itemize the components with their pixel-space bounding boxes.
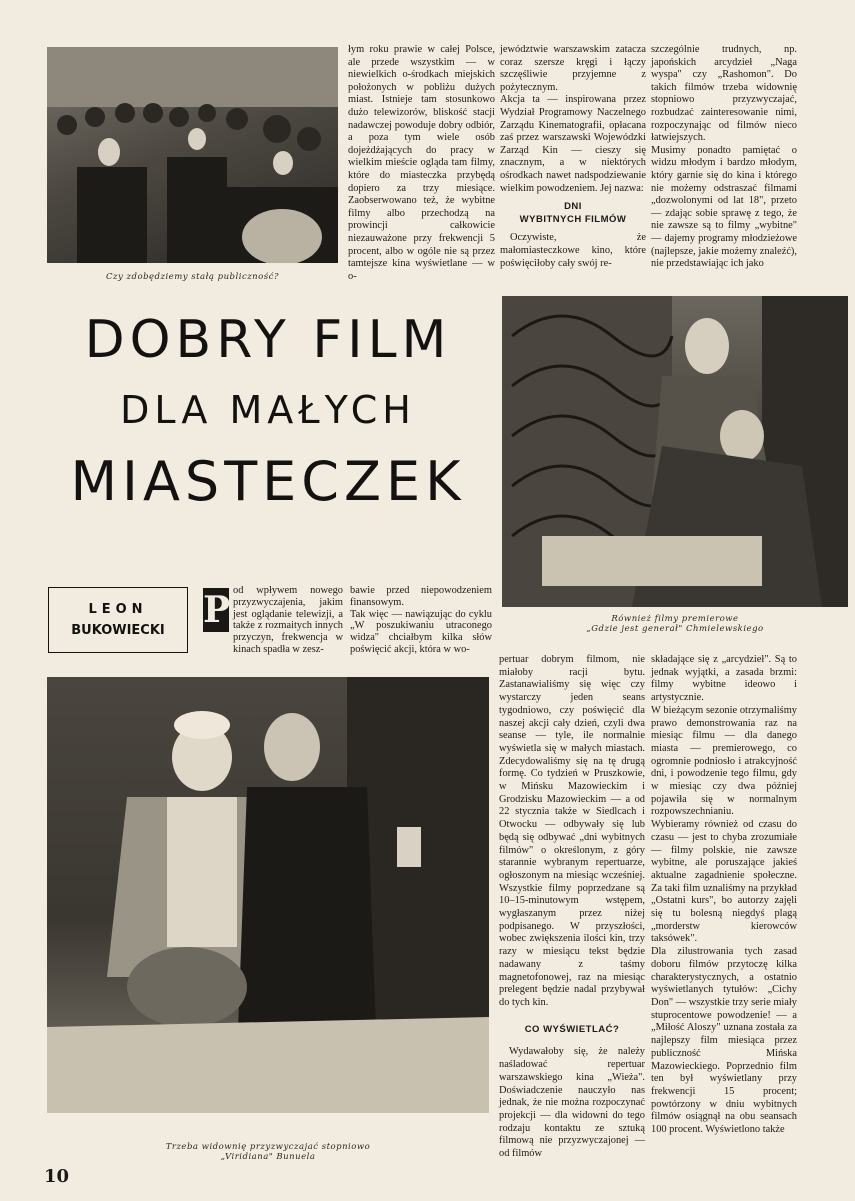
subheading-dni: DNI WYBITNYCH FILMÓW [519, 201, 627, 225]
subheading-co-wyswietlac: CO WYŚWIETLAĆ? [524, 1023, 620, 1035]
column-top-3 [651, 44, 797, 271]
column-intro-2-text: bawie przed niepowodzeniem finansowym. Tak więc — nawiązując do cyklu „W poszukiwaniu utraconego widza" chciałbym kilka słów poświęcić akcji, która w wo- [350, 585, 492, 655]
viridiana-caption: Trzeba widownię przyzwyczajać stopniowo „Viridiana" Bunuela [165, 1142, 371, 1162]
column-mid-1a-text: pertuar dobrym filmom, nie miałoby racji bytu. Zastanawialiśmy się więc czy wystarczy jeden seans tygodniowo, czy poświęcić dla naszej akcji cały dzień, czyli dwa seanse — tyle, ile normalnie wyświetla się w małych miastach. Zdecydowaliśmy się na tę drugą formę. Co tydzień w Pruszkowie, w Mińsku Mazowieckim i Grodzisku Mazowieckim — a od 22 stycznia także w Siedlcach i Otwocku — odbywały się lub będą się odbywać „dni wybitnych filmów" o określonym, z góry starannie wybranym repertuarze, ogłoszonym na miesiąc wcześniej. Wszystkie filmy poprzedzane są 10–15-minutowym wstępem, wygłaszanym przez niżej podpisanego. W przyszłości, wobec zwiększenia ilości kin, trzy razy w miesiącu tekst będzie nadawany z taśmy magnetofonowej, raz na miesiąc prelegent będzie nadal przybywał do tych kin. [499, 654, 645, 1008]
column-intro-1 [233, 585, 343, 656]
author-last-name: BUKOWIECKI [71, 623, 165, 638]
column-intro-2 [350, 585, 492, 656]
headline-line-3: MIASTECZEK [70, 450, 466, 513]
column-mid-1 [499, 654, 645, 1161]
audience-photo [47, 47, 338, 263]
column-mid-1b-text: Wydawałoby się, że należy naśladować repertuar warszawskiego kina „Wieża". Doświadczenie nauczyło nas jednak, że nie można rozpoczynać projekcji — dla widowni do tego rodzaju kontaktu ze sztuką filmową nie przyzwyczajonej — od filmów [499, 1046, 645, 1160]
dropcap: P [203, 589, 231, 631]
column-top-2b-text: Oczywiste, że małomiasteczkowe kino, które poświęciłoby cały swój re- [500, 232, 646, 269]
column-top-2a-text: jewództwie warszawskim zatacza coraz szersze kręgi i łączy szczęśliwie przyjemne z pożytecznym. Akcja ta — inspirowana przez Wydział Programowy Naczelnego Zarządu Kinematografii, opłacana zaś przez warszawski Wojewódzki Zarząd Kin — cieszy się znacznym, a w niektórych ośrodkach nawet nadspodziewanie wielkim powodzeniem. Jej nazwa: [500, 44, 646, 194]
headline-line-1: DOBRY FILM [84, 310, 452, 370]
general-photo [502, 296, 848, 607]
column-intro-1-text: od wpływem nowego przyzwyczajenia, jakim jest oglądanie telewizji, a także z rozmaitych innych przyczyn, frekwencja w kinach spadła w zesz- [233, 585, 343, 655]
column-top-3-text: szczególnie trudnych, np. japońskich arcydzieł „Naga wyspa" czy „Rashomon". Do takich filmów trzeba widownię stopniowo przyzwyczajać, rozbudzać zainteresowanie nimi, rozpoczynając od filmów nieco łatwiejszych. Musimy ponadto pamiętać o widzu młodym i bardzo młodym, który garnie się do kina i którego nie możemy odstraszać filmami „dozwolonymi od lat 18", przeto — zdając sobie sprawę z tego, że nie zawsze są to filmy „wybitne" — dajemy programy młodzieżowe (najlepsze, jakie możemy znaleźć), nie przedstawiając ich jako [651, 44, 797, 270]
author-first-name: LEON [88, 602, 148, 617]
column-top-2 [500, 44, 646, 270]
column-mid-2 [651, 654, 797, 1137]
column-top-1 [348, 44, 495, 283]
column-top-1-text: łym roku prawie w całej Polsce, ale przede wszystkim — w niewielkich o-środkach miejskich położonych w pobliżu dużych miast. Istnieje tam stosunkowo dużo telewizorów, bliskość stacji nadawczej powoduje dobry odbiór, a poza tym wiele osób dojeżdżających do pracy w wielkim mieście ogląda tam filmy, które do miasteczka przybędą dopiero za trzy miesiące. Zaobserwowano też, że wybitne filmy albo przechodzą na prowincji całkowicie niezauważone przy frekwencji 5 procent, albo w ogóle nie są przez tamtejsze kina wyświetlane — w o- [348, 44, 495, 282]
audience-caption: Czy zdobędziemy stałą publiczność? [106, 272, 279, 282]
column-mid-2-text: składające się z „arcydzieł". Są to jednak wyjątki, a zasada brzmi: filmy wybitne ideowo i artystycznie. W bieżącym sezonie otrzymaliśmy prawo demonstrowania raz na miesiąc filmu — dla danego miasta — premierowego, co ogromnie podniosło i atrakcyjność dni, i powodzenie tego filmu, gdy w miesiąc czy dwa później pojawiła się w normalnym rozpowszechnianiu. Wybieramy również od czasu do czasu — jest to chyba zrozumiałe — filmy polskie, nie zawsze wybitne, ale poruszające jakieś aktualne zagadnienie społeczne. Za taki film uznaliśmy na przykład „Ostatni kurs", bo autorzy zajęli się tu bolesną niegdyś plagą „morderstw kierowców taksówek". Dla zilustrowania tych zasad doboru filmów przytoczę kilka charakterystycznych, a ostatnio wyświetlanych tytułów: „Cichy Don" — wszystkie trzy serie miały stuprocentowe powodzenie! — a „Miłość Aloszy" uznana została za najlepszy film miesiąca przez publiczność Mińska Mazowieckiego. Poprzednio film ten był wyświetlany przy frekwencji 15 procent; powtórzony w dniu wybitnych filmów osiągnął na obu seansach 100 procent. Wyświetlono także [651, 654, 797, 1136]
author-byline [48, 587, 188, 653]
general-caption: Również filmy premierowe „Gdzie jest generał" Chmielewskiego [586, 614, 764, 634]
viridiana-photo [47, 677, 489, 1113]
headline-line-2: DLA MAŁYCH [120, 388, 416, 432]
page-number: 10 [44, 1166, 70, 1187]
